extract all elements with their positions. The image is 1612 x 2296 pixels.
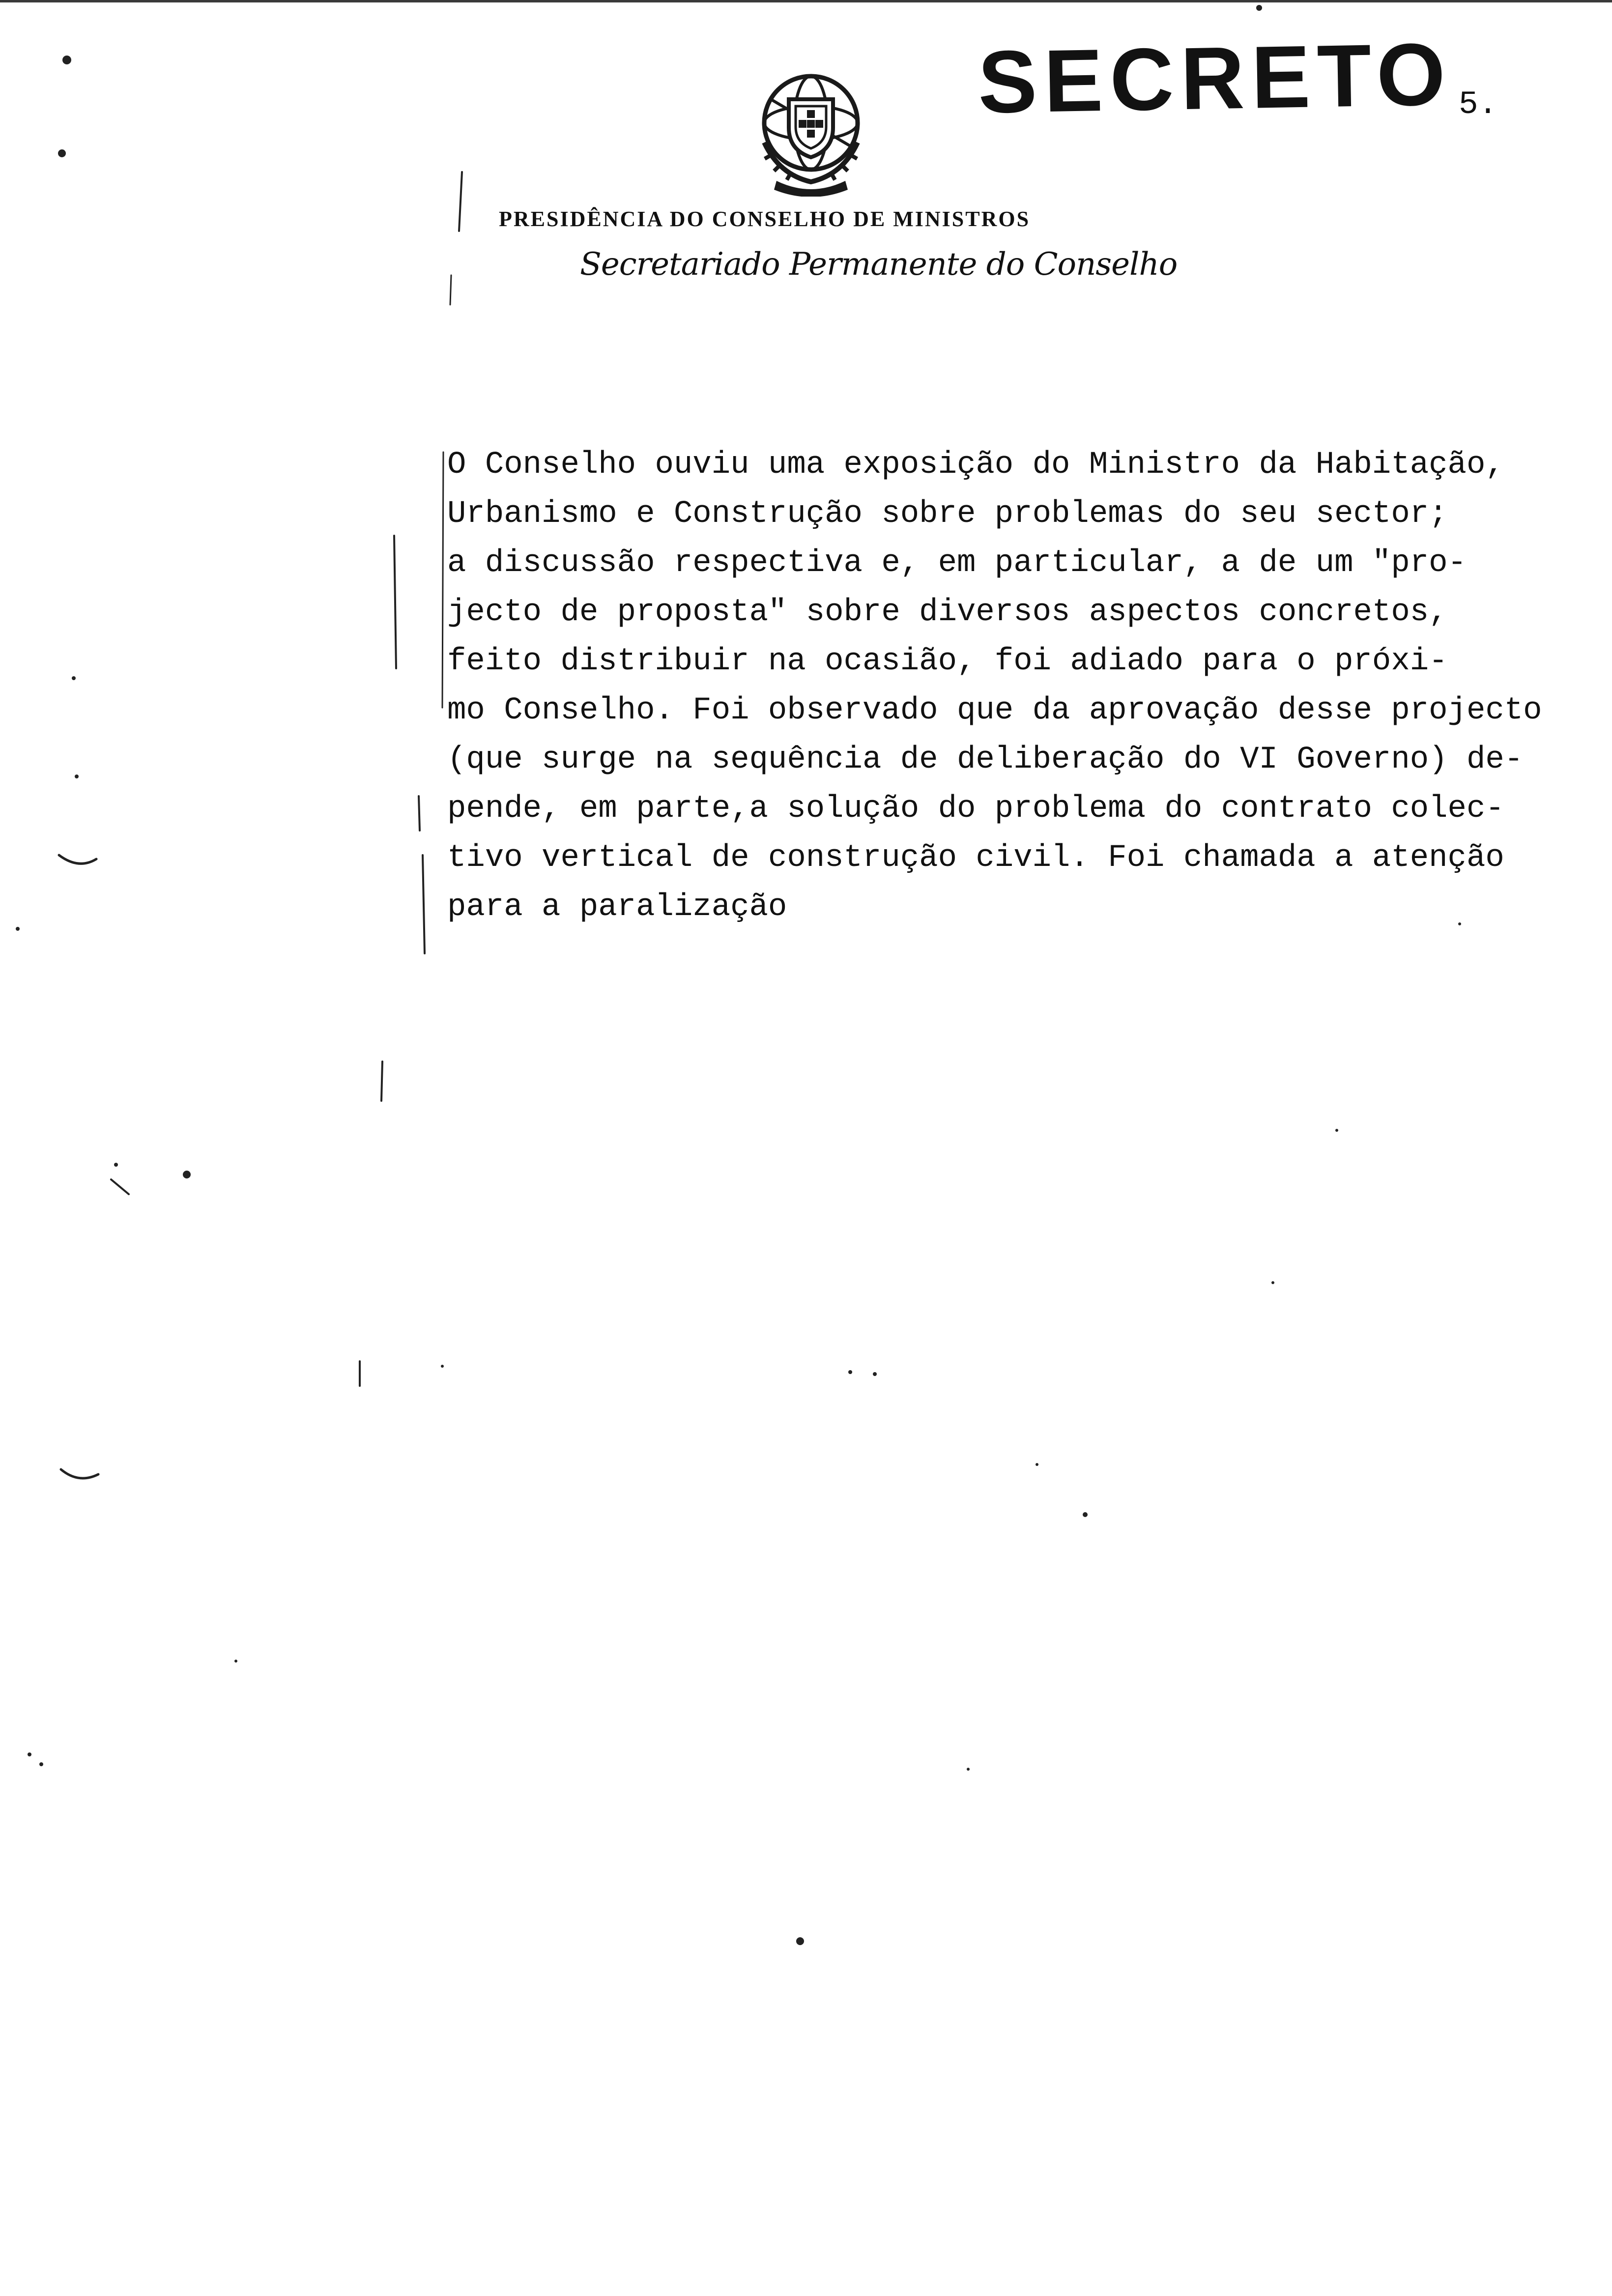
department-subheading: Secretariado Permanente do Conselho [580,246,1178,283]
institution-heading: PRESIDÊNCIA DO CONSELHO DE MINISTROS [499,207,1031,231]
body-line: pende, em parte,a solução do problema do contrato colec- [447,791,1504,827]
body-line: Urbanismo e Construção sobre problemas do seu sector; [447,496,1448,532]
body-line: O Conselho ouviu uma exposição do Ministro da Habitação, [447,447,1504,483]
coat-of-arms-icon [749,69,872,197]
body-line: jecto de proposta" sobre diversos aspectos concretos, [447,595,1448,630]
body-line: a discussão respectiva e, em particular, a de um "pro- [447,545,1467,581]
body-line: mo Conselho. Foi observado que da aprovação desse projecto [447,693,1542,728]
body-line: tivo vertical de construção civil. Foi chamada a atenção [447,840,1504,876]
body-line: feito distribuir na ocasião, foi adiado para o próxi- [447,644,1448,679]
top-edge-rule [0,0,1612,2]
page-number: 5. [1459,86,1498,123]
body-text [447,440,1597,932]
classification-stamp: SECRETO [977,25,1453,132]
body-line: para a paralização [447,890,787,925]
body-line: (que surge na sequência de deliberação do VI Governo) de- [447,742,1524,777]
